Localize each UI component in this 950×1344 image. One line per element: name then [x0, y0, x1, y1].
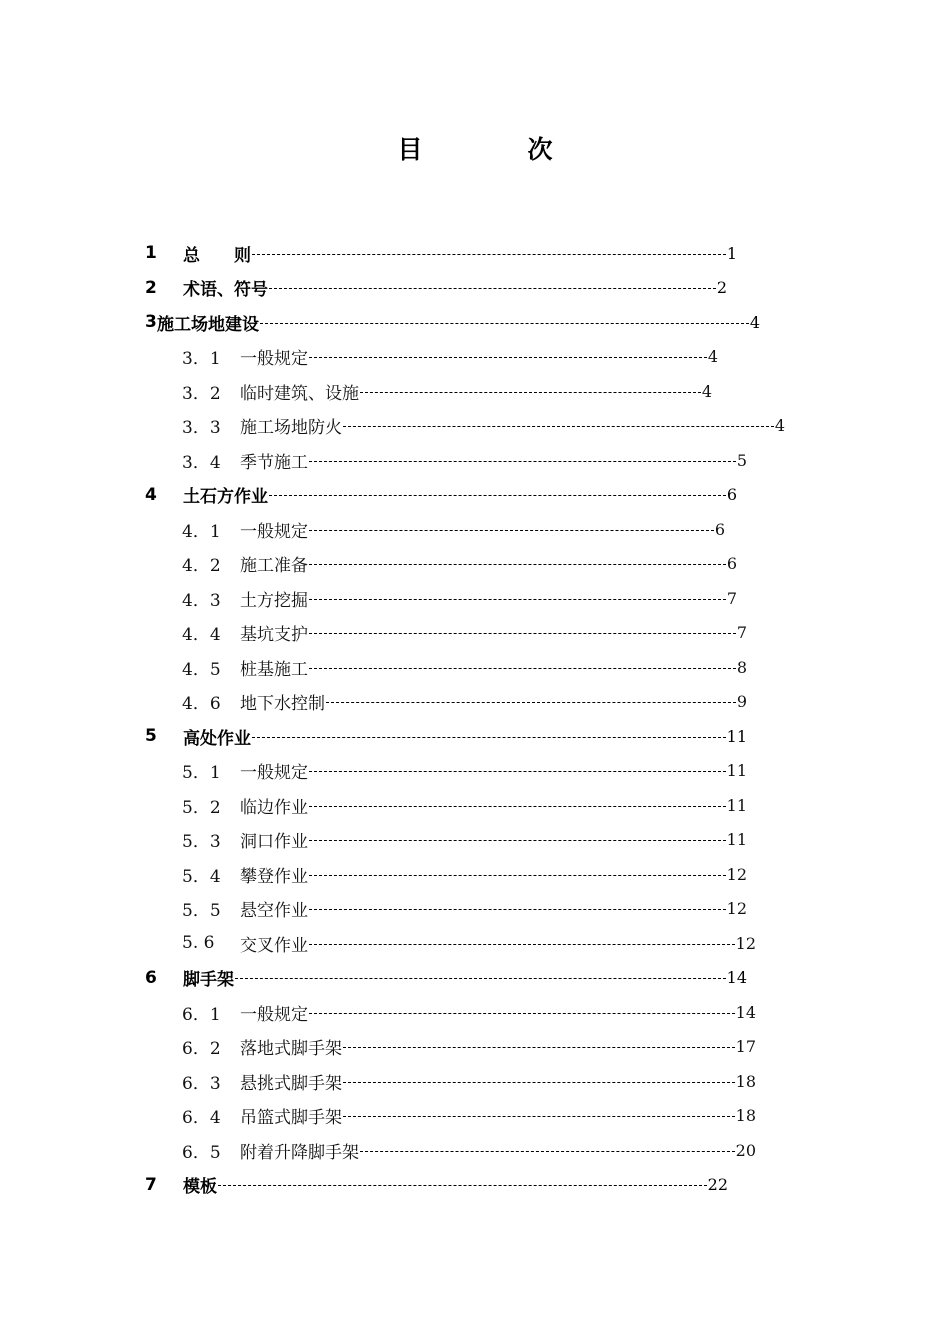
toc-section-entry[interactable] [182, 547, 737, 581]
toc-entry-number: 4 [145, 484, 157, 505]
dot-leader [269, 288, 716, 289]
toc-entry-page-number: 12 [726, 899, 747, 918]
toc-entry-number: 4．6 [182, 694, 221, 714]
toc-entry-number: 5 [145, 726, 157, 746]
toc-section-entry[interactable] [182, 926, 756, 960]
toc-entry-page-number: 14 [735, 1002, 756, 1022]
toc-entry-page-number: 17 [735, 1037, 756, 1056]
dot-leader [309, 840, 726, 841]
toc-entry-page-number: 18 [735, 1071, 756, 1091]
toc-section-entry[interactable] [182, 409, 785, 443]
dot-leader [309, 909, 726, 910]
toc-entry-title: 一般规定 [240, 521, 308, 542]
toc-entry-number: 4．4 [182, 625, 221, 645]
toc-entry-title: 落地式脚手架 [240, 1039, 342, 1059]
dot-leader [252, 737, 726, 738]
toc-entry-page-number: 1 [726, 243, 737, 263]
toc-entry-page-number: 4 [749, 312, 760, 332]
toc-entry-title: 施工场地建设 [157, 314, 259, 335]
toc-entry-page-number: 6 [726, 554, 737, 573]
toc-entry-page-number: 8 [736, 657, 747, 677]
toc-entry-title: 模板 [183, 1177, 217, 1197]
toc-entry-title: 总 则 [183, 245, 251, 266]
toc-entry-title: 地下水控制 [240, 694, 325, 714]
toc-entry-number: 5. 6 [182, 933, 215, 953]
toc-entry-number: 3．3 [182, 418, 221, 438]
dot-leader [309, 633, 736, 634]
dot-leader [343, 1082, 735, 1083]
toc-entry-number: 6．1 [182, 1004, 221, 1025]
toc-entry-number: 5．3 [182, 832, 221, 852]
toc-section-entry[interactable] [182, 1133, 756, 1167]
toc-entry-page-number: 4 [701, 381, 712, 401]
toc-entry-number: 3．4 [182, 452, 221, 473]
dot-leader [360, 1151, 735, 1152]
toc-entry-number: 1 [145, 243, 157, 263]
toc-entry-page-number: 18 [735, 1106, 756, 1125]
dot-leader [309, 875, 726, 876]
toc-entry-page-number: 14 [726, 968, 747, 987]
dot-leader [309, 1013, 735, 1014]
toc-entry-title: 一般规定 [240, 349, 308, 369]
toc-section-entry[interactable] [182, 340, 718, 374]
dot-leader [269, 495, 726, 496]
toc-entry-page-number: 6 [726, 485, 737, 504]
toc-entry-title: 术语、符号 [183, 280, 268, 300]
toc-entry-number: 4．3 [182, 590, 221, 611]
toc-entry-number: 7 [145, 1174, 157, 1195]
dot-leader [309, 357, 707, 358]
toc-entry-title: 桩基施工 [240, 659, 308, 680]
toc-section-entry[interactable] [182, 512, 725, 546]
toc-entry-title: 悬挑式脚手架 [240, 1073, 342, 1094]
toc-entry-number: 4．2 [182, 556, 221, 576]
toc-entry-page-number: 7 [726, 588, 737, 608]
dot-leader [309, 530, 714, 531]
toc-entry-number: 5．1 [182, 763, 221, 783]
dot-leader [343, 1047, 735, 1048]
toc-entry-number: 6．3 [182, 1073, 221, 1094]
dot-leader [309, 461, 736, 462]
toc-chapter-entry[interactable] [145, 478, 737, 512]
toc-entry-title: 临边作业 [240, 797, 308, 818]
toc-entry-number: 2 [145, 277, 157, 298]
toc-section-entry[interactable] [182, 754, 747, 788]
toc-entry-title: 临时建筑、设施 [240, 383, 359, 404]
toc-section-entry[interactable] [182, 1030, 756, 1064]
toc-entry-page-number: 12 [726, 864, 747, 884]
toc-entry-number: 4．1 [182, 521, 221, 542]
toc-chapter-entry[interactable] [145, 719, 747, 753]
toc-section-entry[interactable] [182, 616, 747, 650]
toc-chapter-entry[interactable] [145, 305, 760, 339]
toc-entry-page-number: 7 [736, 623, 747, 642]
page-title: 目 次 [397, 135, 593, 164]
toc-entry-number: 3．1 [182, 349, 221, 369]
toc-chapter-entry[interactable] [145, 271, 727, 305]
toc-entry-page-number: 11 [726, 830, 747, 849]
toc-entry-page-number: 11 [726, 795, 747, 815]
dot-leader [309, 771, 726, 772]
toc-entry-page-number: 4 [707, 347, 718, 366]
dot-leader [218, 1185, 707, 1186]
toc-entry-title: 施工场地防火 [240, 418, 342, 438]
dot-leader [260, 323, 749, 324]
dot-leader [309, 668, 736, 669]
toc-entry-title: 高处作业 [183, 728, 251, 749]
toc-entry-number: 6 [145, 967, 157, 988]
dot-leader [309, 944, 735, 945]
toc-entry-title: 交叉作业 [240, 935, 308, 956]
toc-entry-title: 攀登作业 [240, 866, 308, 887]
toc-entry-title: 季节施工 [240, 452, 308, 473]
toc-entry-page-number: 12 [735, 933, 756, 953]
toc-entry-number: 3 [145, 312, 157, 332]
toc-entry-page-number: 6 [714, 519, 725, 539]
toc-section-entry[interactable] [182, 1099, 756, 1133]
dot-leader [343, 426, 774, 427]
toc-entry-title: 附着升降脚手架 [240, 1142, 359, 1163]
dot-leader [309, 806, 726, 807]
toc-entry-number: 6．4 [182, 1108, 221, 1128]
toc-entry-title: 基坑支护 [240, 625, 308, 645]
toc-section-entry[interactable] [182, 995, 756, 1029]
toc-chapter-entry[interactable] [145, 961, 747, 995]
dot-leader [309, 599, 726, 600]
toc-section-entry[interactable] [182, 374, 712, 408]
toc-section-entry[interactable] [182, 443, 747, 477]
toc-entry-number: 4．5 [182, 659, 221, 680]
dot-leader [252, 254, 726, 255]
dot-leader [235, 978, 726, 979]
toc-entry-number: 5．2 [182, 797, 221, 818]
toc-section-entry[interactable] [182, 581, 737, 615]
dot-leader [309, 564, 726, 565]
toc-section-entry[interactable] [182, 650, 747, 684]
dot-leader [326, 702, 736, 703]
toc-section-entry[interactable] [182, 857, 747, 891]
toc-entry-title: 土石方作业 [183, 487, 268, 507]
toc-entry-page-number: 20 [735, 1140, 756, 1160]
dot-leader [343, 1116, 735, 1117]
toc-chapter-entry[interactable] [145, 1168, 728, 1202]
toc-entry-title: 一般规定 [240, 1004, 308, 1025]
toc-entry-number: 6．5 [182, 1142, 221, 1163]
toc-entry-title: 吊篮式脚手架 [240, 1108, 342, 1128]
toc-entry-number: 3．2 [182, 383, 221, 404]
toc-entry-number: 6．2 [182, 1039, 221, 1059]
toc-entry-title: 脚手架 [183, 970, 234, 990]
toc-section-entry[interactable] [182, 892, 747, 926]
toc-entry-page-number: 9 [736, 692, 747, 711]
toc-entry-page-number: 2 [716, 278, 727, 297]
toc-entry-number: 5．5 [182, 901, 221, 921]
toc-entry-number: 5．4 [182, 866, 221, 887]
toc-entry-title: 土方挖掘 [240, 590, 308, 611]
dot-leader [360, 392, 701, 393]
toc-entry-title: 一般规定 [240, 763, 308, 783]
toc-entry-page-number: 22 [707, 1175, 728, 1194]
toc-entry-page-number: 5 [736, 450, 747, 470]
toc-entry-page-number: 4 [774, 416, 785, 435]
toc-entry-title: 施工准备 [240, 556, 308, 576]
toc-entry-title: 洞口作业 [240, 832, 308, 852]
toc-entry-page-number: 11 [726, 726, 747, 746]
toc-section-entry[interactable] [182, 788, 747, 822]
toc-section-entry[interactable] [182, 1064, 756, 1098]
toc-entry-page-number: 11 [726, 761, 747, 780]
toc-entry-title: 悬空作业 [240, 901, 308, 921]
toc-section-entry[interactable] [182, 823, 747, 857]
toc-section-entry[interactable] [182, 685, 747, 719]
toc-chapter-entry[interactable] [145, 236, 737, 270]
